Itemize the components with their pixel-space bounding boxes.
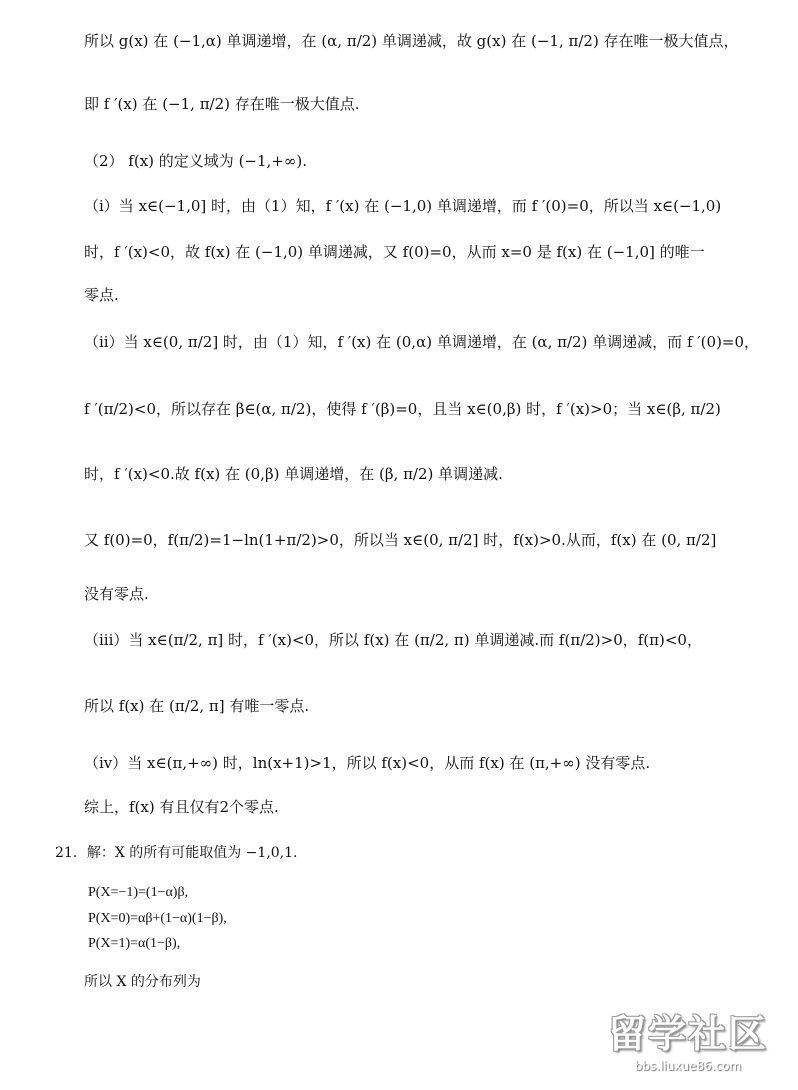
- text-line-4: （i）当 x∈(−1,0] 时，由（1）知，f ′(x) 在 (−1,0) 单调递增，而 f ′(0)=0，所以当 x∈(−1,0): [84, 197, 722, 215]
- text-line-3: （2） f(x) 的定义域为 (−1,+∞).: [84, 152, 307, 170]
- text-line-5: 时，f ′(x)<0，故 f(x) 在 (−1,0) 单调递减，又 f(0)=0，从而 x=0 是 f(x) 在 (−1,0] 的唯一: [84, 243, 705, 261]
- text-line-12: （iii）当 x∈(π/2, π] 时，f ′(x)<0，所以 f(x) 在 (π/2, π) 单调递减.而 f(π/2)>0，f(π)<0，: [84, 631, 702, 649]
- text-line-11: 没有零点.: [84, 585, 149, 603]
- text-line-10: 又 f(0)=0，f(π/2)=1−ln(1+π/2)>0，所以当 x∈(0, π/2] 时，f(x)>0.从而，f(x) 在 (0, π/2]: [84, 531, 717, 549]
- prob-eq-2: P(X=0)=αβ+(1−α)(1−β),: [88, 911, 227, 926]
- watermark-url: bbs.liuxue86.com: [634, 1059, 742, 1073]
- text-line-8: f ′(π/2)<0，所以存在 β∈(α, π/2)，使得 f ′(β)=0，且当 x∈(0,β) 时，f ′(x)>0；当 x∈(β, π/2): [84, 400, 721, 418]
- text-line-13: 所以 f(x) 在 (π/2, π] 有唯一零点.: [84, 697, 310, 715]
- problem-21-heading: 21．解：X 的所有可能取值为 −1,0,1.: [55, 845, 298, 861]
- watermark-text: 留学社区: [607, 1012, 768, 1056]
- prob-eq-3: P(X=1)=α(1−β),: [88, 936, 181, 951]
- text-line-14: （iv）当 x∈(π,+∞) 时，ln(x+1)>1，所以 f(x)<0，从而 f(x) 在 (π,+∞) 没有零点.: [84, 754, 651, 772]
- text-line-1: 所以 g(x) 在 (−1,α) 单调递增，在 (α, π/2) 单调递减，故 g(x) 在 (−1, π/2) 存在唯一极大值点，: [84, 32, 739, 50]
- watermark-logo: [588, 1010, 788, 1080]
- text-line-distribution: 所以 X 的分布列为: [84, 974, 201, 990]
- text-line-6: 零点.: [84, 286, 119, 304]
- text-line-2: 即 f ′(x) 在 (−1, π/2) 存在唯一极大值点.: [84, 95, 360, 113]
- prob-eq-1: P(X=−1)=(1−α)β,: [88, 885, 189, 900]
- text-line-7: （ii）当 x∈(0, π/2] 时，由（1）知，f ′(x) 在 (0,α) 单调递增，在 (α, π/2) 单调递减，而 f ′(0)=0，: [84, 333, 760, 351]
- text-line-15: 综上，f(x) 有且仅有2个零点.: [84, 798, 279, 816]
- text-line-9: 时，f ′(x)<0.故 f(x) 在 (0,β) 单调递增，在 (β, π/2) 单调递减.: [84, 465, 503, 483]
